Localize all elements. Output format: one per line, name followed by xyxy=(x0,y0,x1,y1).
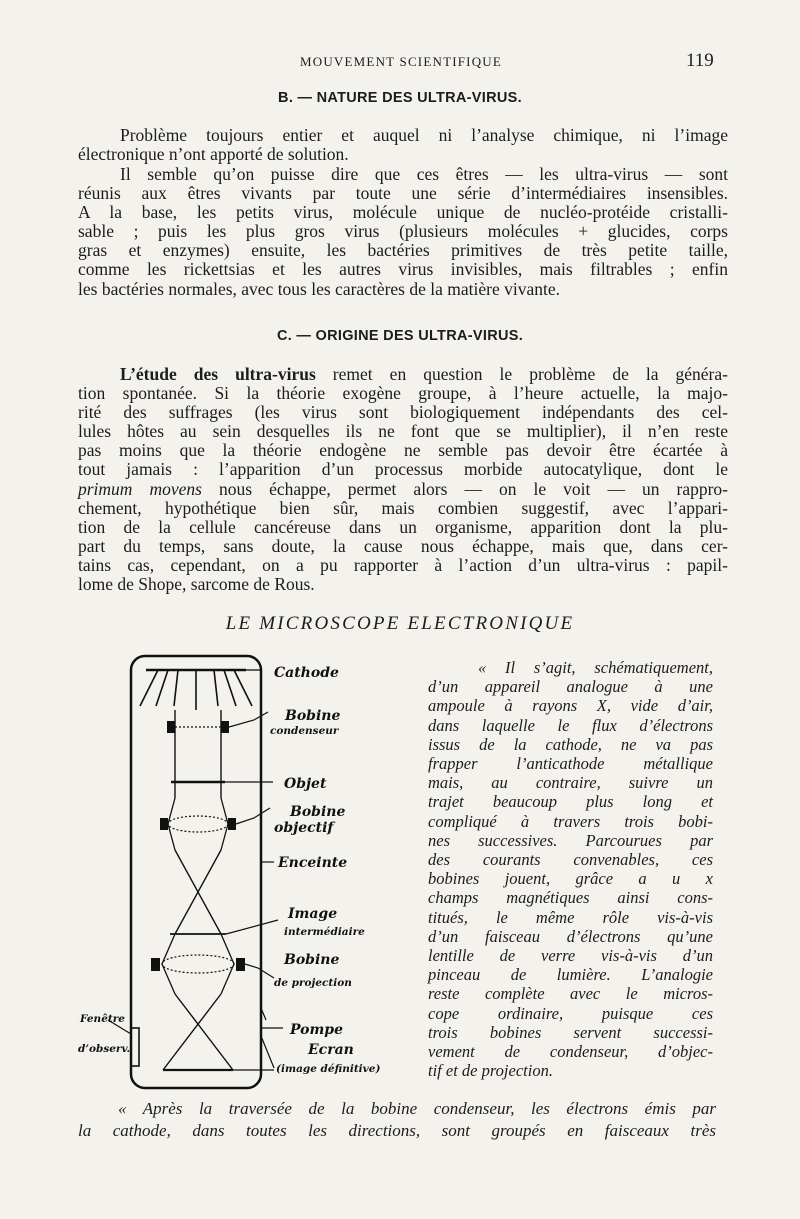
running-head xyxy=(0,50,800,74)
section-c-paragraph xyxy=(78,365,728,594)
text-line: tains cas, cependant, on a pu rapporter à l’action d’un ultra-virus : papil- xyxy=(78,554,728,575)
cathode-ray xyxy=(214,670,218,706)
label-bobine-objectif: Bobine xyxy=(290,804,346,820)
caption-line: pinceau de lumière. L’analogie xyxy=(428,965,713,985)
label-objectif: objectif xyxy=(274,820,334,836)
section-c-heading: C. — ORIGINE DES ULTRA-VIRUS. xyxy=(276,328,524,344)
objective-lens xyxy=(168,816,228,832)
projection-beam-envelope xyxy=(162,934,234,994)
caption-line: reste complète avec le micros- xyxy=(428,984,713,1004)
caption-line: cope ordinaire, puisque ces xyxy=(428,1003,713,1023)
text-line: pas moins que la théorie endogène ne semble pas devoir être écartée à xyxy=(78,440,728,461)
caption-line: des courants convenables, ces xyxy=(428,850,713,870)
text-line: sable ; puis les plus gros virus (plusieurs molécules + glucides, corps xyxy=(78,221,728,242)
text-line: gras et enzymes) ensuite, les bactéries primitives de très petite taille, xyxy=(78,240,728,261)
lead-bold-phrase: L’étude des ultra-virus xyxy=(120,364,316,384)
microscope-diagram xyxy=(78,648,418,1098)
caption-line: tif et de projection. xyxy=(428,1061,553,1081)
label-de-projection: de projection xyxy=(274,977,352,989)
label-ecran: Ecran xyxy=(308,1042,354,1058)
text-line: la cathode, dans toutes les directions, sont groupés en faisceaux très xyxy=(78,1121,716,1140)
caption-line: trajet beaucoup plus long et xyxy=(428,792,713,812)
text-line: lome de Shope, sarcome de Rous. xyxy=(78,574,315,595)
cathode-ray xyxy=(224,670,236,706)
italic-term: primum movens xyxy=(78,478,202,499)
enclosure-outline xyxy=(131,656,261,1088)
text-line: lules hôtes au sein desquelles ils ne font que se multiplier), il n’en reste xyxy=(78,421,728,442)
caption-line: d’un faisceau d’électrons qu’une xyxy=(428,926,713,946)
text-fragment: remet en question le problème de la généra- xyxy=(315,364,728,384)
caption-line: titués, le même rôle vis-à-vis xyxy=(428,907,713,927)
microscope-diagram-svg xyxy=(78,648,418,1098)
text-line: comme les rickettsias et les autres virus invisibles, mais filtrables ; enfin xyxy=(78,259,728,280)
text-line: « Après la traversée de la bobine condenseur, les électrons émis par xyxy=(118,1099,716,1118)
label-bobine-projection: Bobine xyxy=(284,952,340,968)
text-line: part du temps, sans doute, la cause nous échappe, mais que, dans cer- xyxy=(78,535,728,556)
text-line: chement, hypothétique bien sûr, mais combien suggestif, avec l’appari- xyxy=(78,497,728,518)
label-objet: Objet xyxy=(284,776,327,792)
text-line xyxy=(78,365,728,384)
projection-lens xyxy=(162,955,234,973)
text-line: les bactéries normales, avec tous les caractères de la matière vivante. xyxy=(78,278,560,299)
objective-coil-left xyxy=(160,818,168,830)
label-observation: d’observ. xyxy=(78,1043,131,1055)
caption-line: nes successives. Parcourues par xyxy=(428,830,713,850)
leader-line xyxy=(245,964,274,978)
projection-coil-right xyxy=(236,958,245,971)
condenser-coil-left xyxy=(167,721,175,733)
objective-beam-envelope xyxy=(168,798,228,850)
section-b-heading: B. — NATURE DES ULTRA-VIRUS. xyxy=(278,90,522,106)
label-condenseur: condenseur xyxy=(270,725,339,737)
label-image: Image xyxy=(288,906,338,922)
text-line xyxy=(78,480,728,499)
section-b-paragraph-1 xyxy=(78,126,728,164)
caption-line: compliqué à travers trois bobi- xyxy=(428,811,713,831)
text-line: rité des suffrages (les virus sont biologiquement indépendants des cel- xyxy=(78,402,728,423)
leader-line xyxy=(226,920,278,934)
page-number: 119 xyxy=(686,50,714,71)
running-title: MOUVEMENT SCIENTIFIQUE xyxy=(300,54,503,69)
text-line: tion spontanée. Si la théorie exogène groupe, à l’heure actuelle, la majo- xyxy=(78,383,728,404)
caption-line: « Il s’agit, schématiquement, xyxy=(478,658,713,677)
caption-line: d’un appareil analogue à une xyxy=(428,677,713,697)
beam-cross-line xyxy=(175,994,233,1070)
label-image-definitive: (image définitive) xyxy=(276,1063,381,1075)
projection-coil-left xyxy=(151,958,160,971)
cathode-ray xyxy=(156,670,168,706)
leader-line xyxy=(261,1036,274,1068)
label-fenetre: Fenêtre xyxy=(80,1013,125,1025)
continuation-paragraph xyxy=(78,1098,716,1142)
label-cathode: Cathode xyxy=(274,665,339,681)
cathode-ray xyxy=(174,670,178,706)
text-line: tion de la cellule cancéreuse dans un organisme, apparition dont la plu- xyxy=(78,516,728,537)
text-line: Il semble qu’on puisse dire que ces êtres — les ultra-virus — sont xyxy=(120,164,728,184)
text-line: A la base, les petits virus, molécule unique de nucléo-protéide cristalli- xyxy=(78,202,728,223)
caption-line: bobines jouent, grâce a u x xyxy=(428,869,713,889)
caption-line: ampoule à rayons X, vide d’air, xyxy=(428,696,713,716)
cathode-ray xyxy=(234,670,252,706)
condenser-coil-right xyxy=(221,721,229,733)
objective-coil-right xyxy=(228,818,236,830)
caption-line: trois bobines servent successi- xyxy=(428,1022,713,1042)
caption-line: issus de la cathode, ne va pas xyxy=(428,734,713,754)
label-enceinte: Enceinte xyxy=(278,855,348,871)
caption-line: frapper l’anticathode métallique xyxy=(428,754,713,774)
caption-line: champs magnétiques ainsi cons- xyxy=(428,888,713,908)
caption-line: mais, au contraire, suivre un xyxy=(428,773,713,793)
text-fragment: nous échappe, permet alors — on le voit — un rappro- xyxy=(201,478,728,499)
label-intermediaire: intermédiaire xyxy=(284,926,365,938)
text-line: Problème toujours entier et auquel ni l’analyse chimique, ni l’image xyxy=(120,125,728,145)
text-line: électronique n’ont apporté de solution. xyxy=(78,144,349,165)
figure-caption xyxy=(428,658,713,1080)
beam-cross-line xyxy=(163,994,221,1070)
section-b-paragraph-2 xyxy=(78,165,728,299)
text-line: réunis aux êtres vivants par toute une série d’intermédiaires insensibles. xyxy=(78,183,728,204)
figure-title: LE MICROSCOPE ELECTRONIQUE xyxy=(225,613,575,634)
cathode-ray xyxy=(140,670,158,706)
label-pompe: Pompe xyxy=(290,1022,343,1038)
label-bobine-condenseur: Bobine xyxy=(285,708,341,724)
leader-line xyxy=(236,808,270,824)
caption-line: lentille de verre vis-à-vis d’un xyxy=(428,946,713,966)
text-line: tout jamais : l’apparition d’un processus morbide autocatylique, dont le xyxy=(78,459,728,480)
caption-line: vement de condenseur, d’objec- xyxy=(428,1042,713,1062)
caption-line: dans laquelle le flux d’électrons xyxy=(428,715,713,735)
